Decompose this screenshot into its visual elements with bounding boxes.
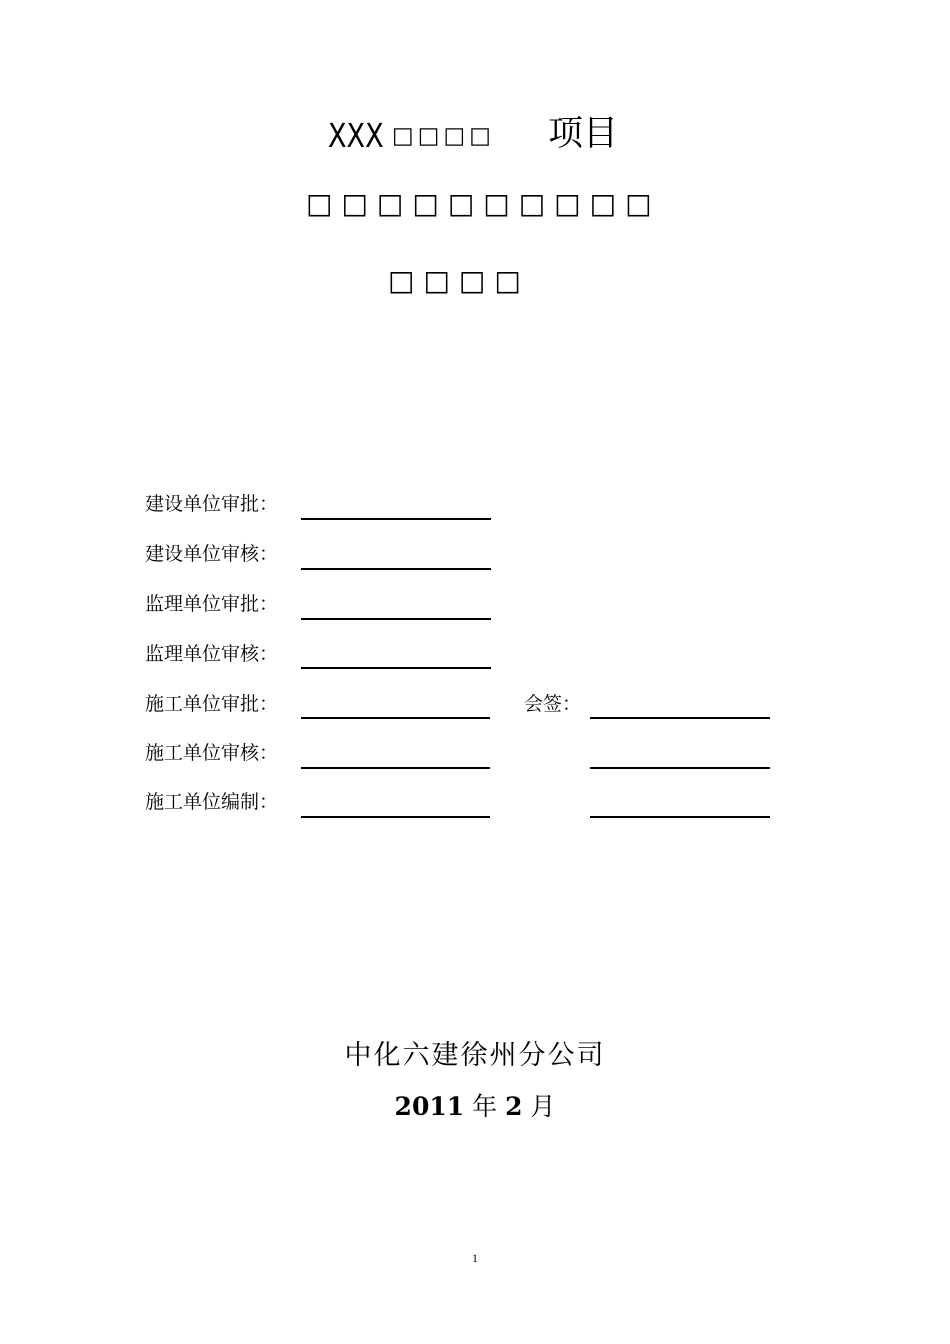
- approval-label-construction-approve: 建设单位审批：: [145, 493, 279, 515]
- date-year: 2011: [394, 1092, 465, 1121]
- cosign-line-2[interactable]: [590, 767, 770, 769]
- document-date: [0, 1090, 950, 1124]
- project-title-suffix: 项目: [548, 114, 619, 154]
- signature-line-contractor-review[interactable]: [301, 767, 490, 769]
- approval-label-contractor-review: 施工单位审核：: [145, 742, 279, 764]
- approval-label-contractor-prepare: 施工单位编制：: [145, 791, 279, 813]
- approval-label-supervision-approve: 监理单位审批：: [145, 593, 279, 615]
- signature-line-contractor-approve[interactable]: [301, 717, 490, 719]
- signature-line-supervision-review[interactable]: [301, 667, 491, 669]
- signature-line-contractor-prepare[interactable]: [301, 816, 490, 818]
- signature-line-construction-review[interactable]: [301, 568, 491, 570]
- project-title-placeholder: □□□□: [392, 123, 495, 149]
- signature-line-construction-approve[interactable]: [301, 518, 491, 520]
- document-subtitle-line-2: □□□□: [388, 264, 530, 297]
- approval-label-construction-review: 建设单位审核：: [145, 543, 279, 565]
- approval-label-supervision-review: 监理单位审核：: [145, 643, 279, 665]
- cosign-line-1[interactable]: [590, 717, 770, 719]
- signature-line-supervision-approve[interactable]: [301, 618, 491, 620]
- company-name: 中化六建徐州分公司: [344, 1040, 606, 1071]
- project-title-prefix: XXX: [328, 116, 384, 155]
- date-month: 2: [505, 1092, 523, 1121]
- document-subtitle-line-1: □□□□□□□□□□: [306, 187, 661, 220]
- page-number: 1: [472, 1251, 478, 1265]
- date-month-unit: 月: [530, 1092, 556, 1121]
- approval-label-contractor-approve: 施工单位审批：: [145, 693, 279, 715]
- cosign-line-3[interactable]: [590, 816, 770, 818]
- date-year-unit: 年: [472, 1092, 498, 1121]
- cosign-label: 会签：: [524, 693, 582, 715]
